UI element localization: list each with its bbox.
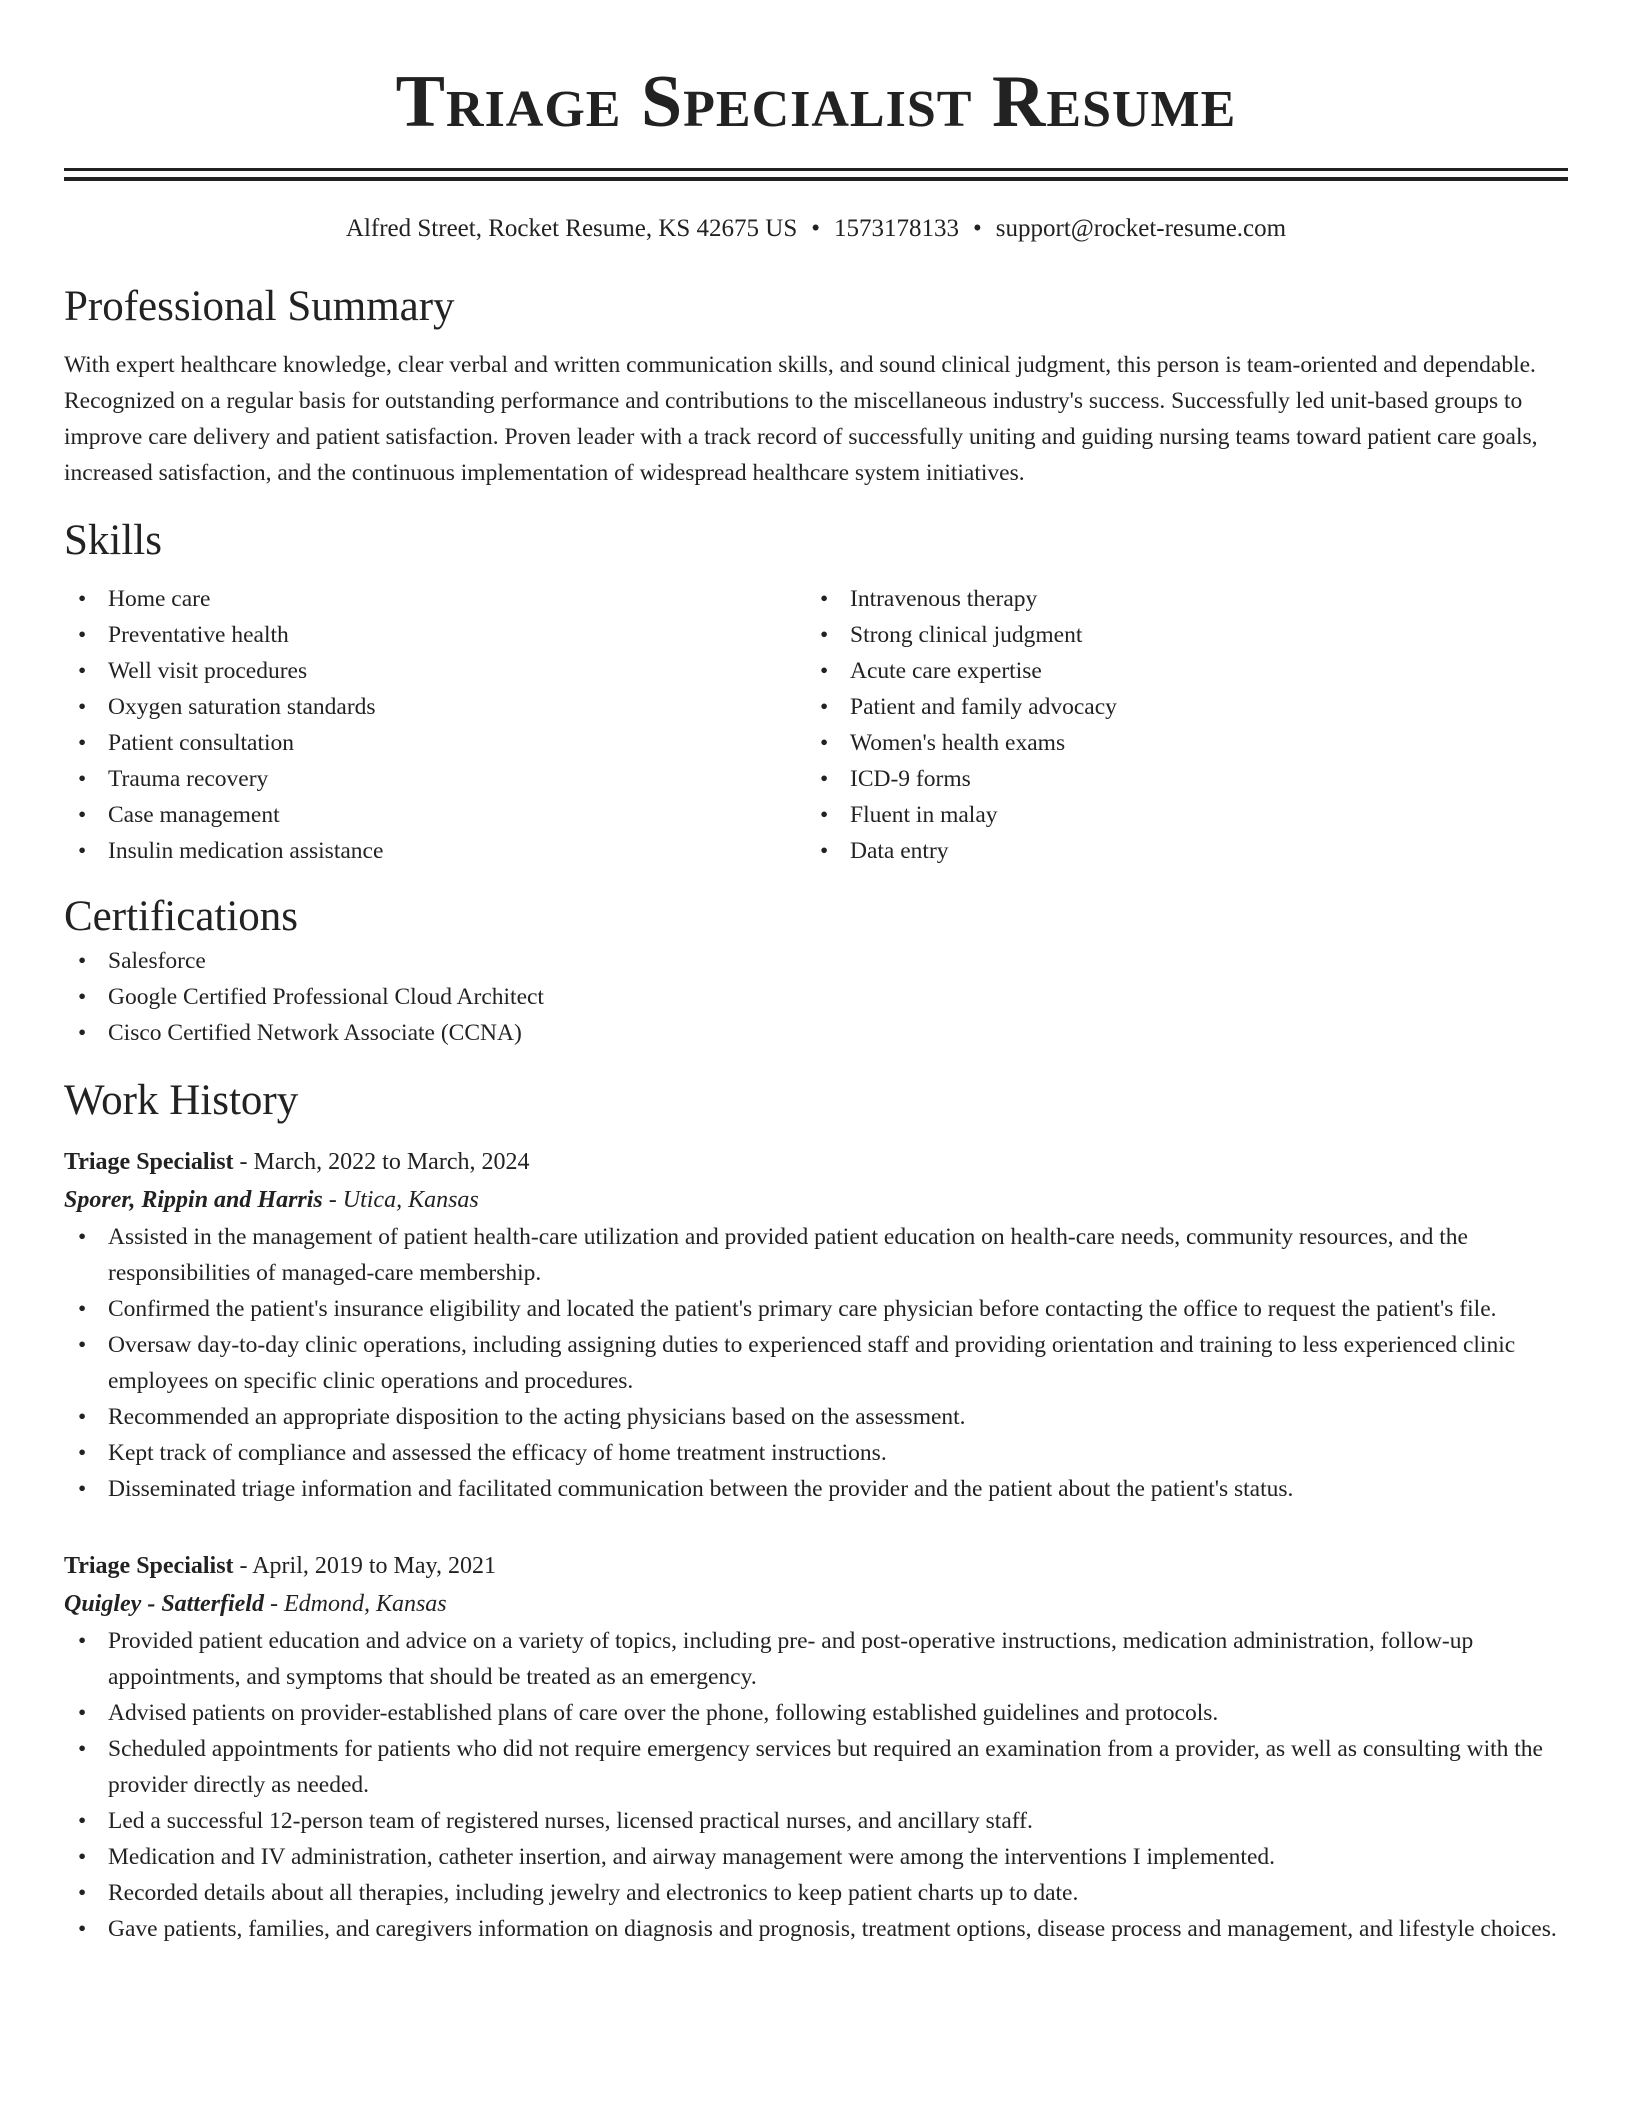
job-bullet: • Advised patients on provider-established plans of care over the phone, following established guidelines and protocols. (64, 1695, 1568, 1731)
job-bullets (64, 1623, 1568, 1947)
skill-item: • ICD-9 forms (806, 761, 1548, 797)
job-bullet: • Oversaw day-to-day clinic operations, including assigning duties to experienced staff and providing orientation and training to less experienced clinic employees on specific clinic operations and procedures. (64, 1327, 1568, 1399)
job-location: - Edmond, Kansas (263, 1591, 447, 1617)
contact-phone: 1573178133 (834, 215, 960, 242)
skill-item: • Acute care expertise (806, 653, 1548, 689)
job-entry (64, 1143, 1568, 1507)
work-history-heading: Work History (64, 1077, 299, 1124)
summary-heading: Professional Summary (64, 283, 455, 330)
summary-text: With expert healthcare knowledge, clear verbal and written communication skills, and sound clinical judgment, this person is team-oriented and dependable. Recognized on a regular basis for outstanding performance and contributions to the miscellaneous industry's success. Successfully led unit-based groups to improve care delivery and patient satisfaction. Proven leader with a track record of successfully uniting and guiding nursing teams toward patient care goals, increased satisfaction, and the continuous implementation of widespread healthcare system initiatives. (64, 352, 1538, 486)
skills-column-left (64, 581, 806, 869)
job-title-line (64, 1547, 1568, 1585)
job-bullet: • Recorded details about all therapies, including jewelry and electronics to keep patient charts up to date. (64, 1875, 1568, 1911)
skill-item: • Data entry (806, 833, 1548, 869)
skill-item: • Preventative health (64, 617, 806, 653)
job-title: Triage Specialist (64, 1553, 234, 1579)
job-title: Triage Specialist (64, 1149, 234, 1175)
skill-item: • Patient consultation (64, 725, 806, 761)
certification-item: • Google Certified Professional Cloud Architect (64, 979, 1568, 1015)
contact-email: support@rocket-resume.com (995, 215, 1287, 242)
job-dates: - March, 2022 to March, 2024 (233, 1149, 530, 1175)
title-divider (64, 168, 1568, 181)
skills-column-right (806, 581, 1548, 869)
contact-separator: • (811, 215, 821, 242)
resume-title: Triage Specialist Resume (395, 61, 1237, 143)
skill-item: • Patient and family advocacy (806, 689, 1548, 725)
job-bullet: • Scheduled appointments for patients who did not require emergency services but required an examination from a provider, as well as consulting with the provider directly as needed. (64, 1731, 1568, 1803)
skills-list (64, 581, 1568, 869)
skill-item: • Case management (64, 797, 806, 833)
skills-heading: Skills (64, 517, 162, 564)
certifications-list (64, 943, 1568, 1051)
skill-item: • Trauma recovery (64, 761, 806, 797)
job-bullet: • Kept track of compliance and assessed the efficacy of home treatment instructions. (64, 1435, 1568, 1471)
skill-item: • Well visit procedures (64, 653, 806, 689)
job-bullet: • Provided patient education and advice on a variety of topics, including pre- and post-operative instructions, medication administration, follow-up appointments, and symptoms that should be treated as an emergency. (64, 1623, 1568, 1695)
skill-item: • Women's health exams (806, 725, 1548, 761)
job-company: Sporer, Rippin and Harris (64, 1187, 323, 1213)
job-location: - Utica, Kansas (322, 1187, 479, 1213)
job-bullet: • Medication and IV administration, catheter insertion, and airway management were among the interventions I implemented. (64, 1839, 1568, 1875)
job-bullet: • Gave patients, families, and caregivers information on diagnosis and prognosis, treatment options, disease process and management, and lifestyle choices. (64, 1911, 1568, 1947)
certifications-heading: Certifications (64, 893, 299, 940)
skill-item: • Fluent in malay (806, 797, 1548, 833)
job-bullet: • Assisted in the management of patient health-care utilization and provided patient education on health-care needs, community resources, and the responsibilities of managed-care membership. (64, 1219, 1568, 1291)
job-bullet: • Led a successful 12-person team of registered nurses, licensed practical nurses, and ancillary staff. (64, 1803, 1568, 1839)
job-company-line (64, 1585, 1568, 1623)
skill-item: • Intravenous therapy (806, 581, 1548, 617)
job-entry (64, 1547, 1568, 1947)
job-title-line (64, 1143, 1568, 1181)
certification-item: • Cisco Certified Network Associate (CCNA) (64, 1015, 1568, 1051)
contact-address: Alfred Street, Rocket Resume, KS 42675 US (345, 215, 798, 242)
skill-item: • Home care (64, 581, 806, 617)
contact-line (64, 213, 1568, 245)
skill-item: • Oxygen saturation standards (64, 689, 806, 725)
skill-item: • Strong clinical judgment (806, 617, 1548, 653)
job-company-line (64, 1181, 1568, 1219)
certification-item: • Salesforce (64, 943, 1568, 979)
contact-separator: • (973, 215, 982, 242)
job-bullet: • Disseminated triage information and facilitated communication between the provider and the patient about the patient's status. (64, 1471, 1568, 1507)
job-bullets (64, 1219, 1568, 1507)
skill-item: • Insulin medication assistance (64, 833, 806, 869)
job-dates: - April, 2019 to May, 2021 (233, 1553, 496, 1579)
job-bullet: • Recommended an appropriate disposition to the acting physicians based on the assessment. (64, 1399, 1568, 1435)
job-bullet: • Confirmed the patient's insurance eligibility and located the patient's primary care physician before contacting the office to request the patient's file. (64, 1291, 1568, 1327)
job-company: Quigley - Satterfield (64, 1591, 264, 1617)
